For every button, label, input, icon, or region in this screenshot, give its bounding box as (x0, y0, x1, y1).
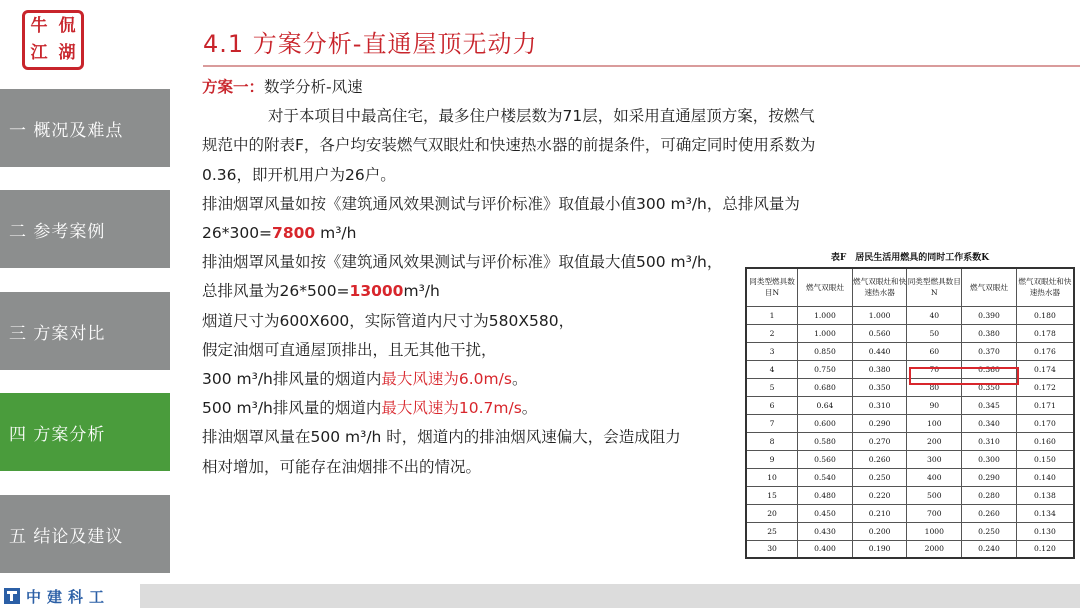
table-cell: 90 (907, 396, 962, 414)
table-cell: 0.150 (1016, 450, 1074, 468)
table-cell: 0.260 (962, 504, 1017, 522)
formula-text: 26*300= (202, 224, 273, 243)
table-cell: 0.540 (798, 468, 853, 486)
text-span: 。 (511, 370, 528, 389)
table-cell: 30 (746, 540, 798, 558)
total-airflow-min: 7800 (272, 224, 316, 243)
table-header: 燃气双眼灶 (962, 268, 1017, 306)
table-cell: 60 (907, 342, 962, 360)
unit-text: m³/h (403, 282, 440, 301)
table-cell: 0.178 (1016, 324, 1074, 342)
footer-bar (0, 584, 1080, 608)
table-cell: 0.380 (962, 324, 1017, 342)
table-header-row (746, 268, 1074, 306)
formula-text: 总排风量为26*500= (202, 282, 350, 301)
table-cell: 0.390 (962, 306, 1017, 324)
table-cell: 0.750 (798, 360, 853, 378)
table-cell: 0.560 (852, 324, 907, 342)
highlight-box (909, 367, 1019, 385)
table-cell: 6 (746, 396, 798, 414)
table-row (746, 324, 1074, 342)
table-cell: 0.140 (1016, 468, 1074, 486)
table-cell: 0.850 (798, 342, 853, 360)
sidebar-item-reference-cases[interactable]: 二 参考案例 (0, 190, 170, 268)
table-row (746, 450, 1074, 468)
table-row (746, 486, 1074, 504)
table-cell: 0.190 (852, 540, 907, 558)
table-cell: 500 (907, 486, 962, 504)
table-cell: 2 (746, 324, 798, 342)
seal-char: 湖 (58, 43, 76, 63)
table-row (746, 504, 1074, 522)
table-cell: 80 (907, 378, 962, 396)
total-airflow-max: 13000 (349, 282, 404, 301)
table-cell: 0.370 (962, 342, 1017, 360)
table-cell: 0.210 (852, 504, 907, 522)
table-header: 燃气双眼灶和快速热水器 (852, 268, 907, 306)
table-cell: 0.180 (1016, 306, 1074, 324)
text-span: 500 m³/h排风量的烟道内 (202, 399, 382, 418)
table-cell: 0.64 (798, 396, 853, 414)
table-cell: 4 (746, 360, 798, 378)
text-line: 假定油烟可直通屋顶排出，且无其他干扰， (202, 340, 497, 359)
text-line: 排油烟罩风量如按《建筑通风效果测试与评价标准》取值最小值300 m³/h，总排风量为 (202, 194, 800, 213)
table-cell: 1.000 (852, 306, 907, 324)
table-row (746, 414, 1074, 432)
table-cell: 15 (746, 486, 798, 504)
table-cell: 0.340 (962, 414, 1017, 432)
table-header: 燃气双眼灶和快速热水器 (1016, 268, 1074, 306)
sidebar-item-conclusion[interactable]: 五 结论及建议 (0, 495, 170, 573)
table-cell: 5 (746, 378, 798, 396)
table-cell: 0.345 (962, 396, 1017, 414)
table-cell: 0.280 (962, 486, 1017, 504)
table-header: 同类型燃具数目N (907, 268, 962, 306)
table-cell: 1.000 (798, 306, 853, 324)
text-line: 0.36，即开机用户为26户。 (202, 165, 396, 184)
table-cell: 1000 (907, 522, 962, 540)
text-line: 排油烟罩风量在500 m³/h 时，烟道内的排油烟风速偏大，会造成阻力 (202, 428, 681, 447)
table-caption: 表F 居民生活用燃具的同时工作系数K (830, 253, 990, 263)
table-cell: 0.580 (798, 432, 853, 450)
table-cell: 0.400 (798, 540, 853, 558)
table-cell: 0.240 (962, 540, 1017, 558)
table-cell: 0.380 (852, 360, 907, 378)
table-cell: 0.350 (852, 378, 907, 396)
table-cell: 100 (907, 414, 962, 432)
table-cell: 2000 (907, 540, 962, 558)
table-row (746, 522, 1074, 540)
text-span: 300 m³/h排风量的烟道内 (202, 370, 382, 389)
table-row (746, 396, 1074, 414)
table-cell: 0.450 (798, 504, 853, 522)
unit-text: m³/h (315, 224, 357, 243)
table-cell: 1 (746, 306, 798, 324)
scheme-label: 方案一： (202, 78, 265, 96)
table-cell: 0.480 (798, 486, 853, 504)
table-cell: 0.130 (1016, 522, 1074, 540)
table-cell: 0.270 (852, 432, 907, 450)
text-line: 规范中的附表F，各户均安装燃气双眼灶和快速热水器的前提条件，可确定同时使用系数为 (202, 136, 816, 155)
footer-logo (0, 584, 140, 608)
table-cell: 0.250 (962, 522, 1017, 540)
table-cell: 400 (907, 468, 962, 486)
seal-char: 江 (30, 43, 48, 63)
text-line: 对于本项目中最高住宅，最多住户楼层数为71层，如采用直通屋顶方案，按燃气 (268, 107, 815, 126)
company-logo-icon (4, 588, 20, 604)
table-cell: 0.300 (962, 450, 1017, 468)
table-cell: 10 (746, 468, 798, 486)
table-cell: 0.176 (1016, 342, 1074, 360)
table-cell: 0.430 (798, 522, 853, 540)
table-cell: 0.171 (1016, 396, 1074, 414)
table-cell: 0.220 (852, 486, 907, 504)
max-velocity-500: 最大风速为10.7m/s (381, 399, 522, 418)
table-cell: 0.200 (852, 522, 907, 540)
table-cell: 0.134 (1016, 504, 1074, 522)
table-row (746, 306, 1074, 324)
table-cell: 70 (907, 360, 962, 378)
text-line (202, 219, 862, 248)
text-line: 相对增加，可能存在油烟排不出的情况。 (202, 457, 482, 476)
table-cell: 700 (907, 504, 962, 522)
table-cell: 0.250 (852, 468, 907, 486)
table-cell: 0.440 (852, 342, 907, 360)
table-cell: 0.172 (1016, 378, 1074, 396)
sidebar-item-overview[interactable]: 一 概况及难点 (0, 89, 170, 167)
table-cell: 7 (746, 414, 798, 432)
seal-char: 侃 (58, 16, 76, 36)
table-cell: 3 (746, 342, 798, 360)
lead-line (202, 73, 862, 102)
table-cell: 0.310 (852, 396, 907, 414)
table-cell: 0.170 (1016, 414, 1074, 432)
table-cell: 40 (907, 306, 962, 324)
sidebar-item-scheme-comparison[interactable]: 三 方案对比 (0, 292, 170, 370)
table-header: 燃气双眼灶 (798, 268, 853, 306)
table-cell: 0.290 (962, 468, 1017, 486)
text-line: 排油烟罩风量如按《建筑通风效果测试与评价标准》取值最大值500 m³/h， (202, 253, 723, 272)
table-cell: 300 (907, 450, 962, 468)
table-cell: 0.350 (962, 378, 1017, 396)
table-cell: 0.680 (798, 378, 853, 396)
table-row (746, 342, 1074, 360)
seal-logo (22, 10, 84, 70)
table-cell: 25 (746, 522, 798, 540)
table-cell: 0.360 (962, 360, 1017, 378)
table-cell: 0.600 (798, 414, 853, 432)
table-cell: 0.120 (1016, 540, 1074, 558)
table-cell: 0.560 (798, 450, 853, 468)
text-line: 烟道尺寸为600X600，实际管道内尺寸为580X580， (202, 311, 575, 330)
coefficient-table (745, 267, 1075, 559)
table-cell: 20 (746, 504, 798, 522)
seal-char: 牛 (30, 16, 48, 36)
table-cell: 50 (907, 324, 962, 342)
table-row (746, 468, 1074, 486)
table-cell: 0.138 (1016, 486, 1074, 504)
max-velocity-300: 最大风速为6.0m/s (381, 370, 512, 389)
company-name: 中建科工 (26, 587, 111, 606)
table-row (746, 432, 1074, 450)
table-cell: 9 (746, 450, 798, 468)
table-cell: 0.174 (1016, 360, 1074, 378)
scheme-subtitle: 数学分析-风速 (264, 78, 363, 96)
table-cell: 8 (746, 432, 798, 450)
table-cell: 0.290 (852, 414, 907, 432)
sidebar-item-scheme-analysis[interactable]: 四 方案分析 (0, 393, 170, 471)
title-divider (203, 65, 1080, 67)
table-cell: 200 (907, 432, 962, 450)
table-cell: 0.310 (962, 432, 1017, 450)
table-header: 同类型燃具数目N (746, 268, 798, 306)
text-span: 。 (521, 399, 538, 418)
page-title: 4.1 方案分析-直通屋顶无动力 (203, 30, 538, 58)
table-cell: 1.000 (798, 324, 853, 342)
table-cell: 0.260 (852, 450, 907, 468)
table-cell: 0.160 (1016, 432, 1074, 450)
table-row (746, 540, 1074, 558)
